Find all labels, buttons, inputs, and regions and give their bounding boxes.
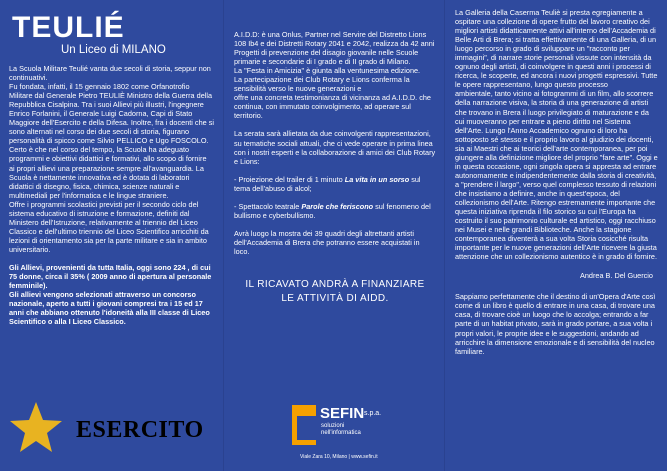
theatre-title: Parole che feriscono [301,201,374,211]
right-panel [446,0,667,471]
sefin-address: Viale Zara 10, Milano | www.sefin.it [300,454,378,460]
list-item-trailer: - Proiezione del trailer di 1 minuto La vita in un sorso sul tema dell'abuso di alcol; [234,174,421,193]
trailer-title: La vita in un sorso [344,174,410,184]
students-paragraph: Gli Allievi, provenienti da tutta Italia, oggi sono 224 , di cui 75 donne, circa il 35% ( 2009 anno di apertura al personale femminile). Gli allievi vengono selezionati attraverso un concorso nazionale, aperto a tutti i giovani compresi tra i 15 ed 17 anni che abbiano ottenuto l'idoneità alla III classe di Liceo Scientifico o alla I Liceo Classico. [9,262,212,327]
page-subtitle: Un Liceo di MILANO [61,44,166,56]
gallery-paragraph: La Galleria della Caserma Teuliè si presta egregiamente a ospitare una collezione di opere frutto del lavoro creativo dei migliori artisti didatticamente attivi all'interno dell'Accademia di Belle Arti di Brera; si tratta effettivamente di una Galleria, di un luogo percorso in grado di sviluppare un "racconto per immagini", di narrare storie personali vissute con intensità da ognuno degli artisti, di coinvolgere in questi anni i processi di ricerca, le scoperte, ed ancora i nuovi progetti espressivi. Tutte le opere rappresentano, lungo questo processo ambientale, tanto vicino ai fotogrammi di un film, allo scorrere della narrazione visiva, la storia di una generazione di artisti che trovano in Brera il luogo privilegiato di maturazione e da cui muoveranno per entrare a pieno diritto nel Sistema dell'Arte. Lungo l'Anno Accademico ognuno di loro ha sottoposto sé stesso e il proprio lavoro al giudizio dei docenti, sia ai Maestri che ai teorici dell'arte contemporanea, per poi giungere alla definizione migliore del proprio "fare arte". Oggi e in questa occasione, ogni singola opera si appresta ad entrare autonomamente e indipendentemente dalla storia di creatività, a "prendere il largo", verso quel complesso tessuto di relazioni che insistiamo a definire, anche in quest'epoca, del collezionismo dell'Arte. Ritengo estremamente importante che questa iniziativa riprenda il filo storico su cui l'Europa ha costruito il suo patrimonio culturale ed artistico, oggi racchiuso nei Musei e nelle grandi Biblioteche. Anche la stagione contemporanea diventerà a sua volta Storia cosicché risulta importante per le nuove generazioni dell'Arte ricevere la giusta attenzione che un collezionismo autentico è in grado di fornire. [455,8,658,262]
sefin-logo [292,405,412,465]
exhibition-paragraph: Avrà luogo la mostra dei 39 quadri degli altrettanti artisti dell'Accademia di Brera che potranno essere acquistati in loco. [234,228,420,256]
evening-paragraph: La serata sarà allietata da due coinvolgenti rappresentazioni, su tematiche sociali attuali, che ci vede operare in prima linea con i nostri esperti e la collaborazione di amici dei Club Rotary e Lions: [234,129,436,166]
star-icon [8,400,64,456]
proceeds-notice: IL RICAVATO ANDRÀ A FINANZIARE LE ATTIVITÀ DI AIDD. [245,278,425,304]
sefin-suffix: s.p.a. [364,410,382,417]
author-signature: Andrea B. Del Guercio [579,271,653,281]
middle-panel [223,0,445,471]
esercito-logo [8,400,218,455]
left-panel [0,0,222,471]
page-title: TEULIÉ [12,11,125,44]
sefin-name: SEFIN [320,405,365,422]
aidd-paragraph: A.I.D.D: è una Onlus, Partner nel Servire del Distretto Lions 108 Ib4 e dei Distretti Rotary 2041 e 2042, realizza da 42 anni Progetti di prevenzione del disagio giovanile nelle Scuole primarie e secondarie di I grado e di II grado di Milano. La "Festa in Amicizia" è giunta alla ventunesima edizione. La partecipazione dei Club Rotary e Lions conferma la sensibilità verso le nuove generazioni e offre una concreta testimonianza di vicinanza ad A.I.D.D. che continua, con immutato coinvolgimento, ad operare sul territorio. [234,30,435,121]
sefin-mark-icon [292,405,316,445]
esercito-label: ESERCITO [76,417,204,443]
sefin-tagline: soluzioni nell'informatica [321,423,361,436]
artwork-paragraph: Sappiamo perfettamente che il destino di un'Opera d'Arte così come di un libro è quello di entrare in una casa, di trovare una casa, di trovare cioè un luogo che lo accolga; entrando a far parte di un habitat privato, sarà in grado portare, a sua volta i propri valori, le proprie idee e le suggestioni, andando ad arricchire la dimensione emozionale e di sensibilità del nucleo familiare. [455,292,656,356]
history-paragraph: La Scuola Militare Teulié vanta due secoli di storia, seppur non continuativi. Fu fondata, infatti, il 15 gennaio 1802 come Orfanotrofio Militare dal Generale Pietro TEULIÈ Ministro della Guerra della Repubblica Cisalpina. Tra i suoi Allievi più illustri, l'ingegnere Enrico Forlanini, il Generale Luigi Cadorna, Capi di Stato Maggiore dell'Esercito e della Difesa. Inoltre, fra i docenti che si sono alternati nel corso dei due secoli di storia, figurano personalità di spicco come Silvio PELLICO e Ugo FOSCOLO. Certo è che nel corso del tempo, la Scuola ha adeguato programmi e obiettivi didattici e formativi, allo scopo di fornire ai propri allievi una preparazione sempre all'avanguardia. La Scuola è nettamente innovativa ed è dotata di laboratori didattici di disegno, fisica, chimica, scienze naturali e multimediali per l'informatica e le lingue straniere. Offre i programmi scolastici previsti per il secondo ciclo del sistema educativo di istruzione e formazione, definiti dal Ministero dell'Istruzione, relativamente al triennio del Liceo Classico e dell'ultimo triennio del Liceo Scientifico arricchiti da lezioni di orientamento sia per la parte militare e sia in ambito universitario. [9,64,214,254]
list-item-theatre: - Spettacolo teatrale Parole che feriscono sul fenomeno del bullismo e cyberbullismo. [234,201,431,220]
